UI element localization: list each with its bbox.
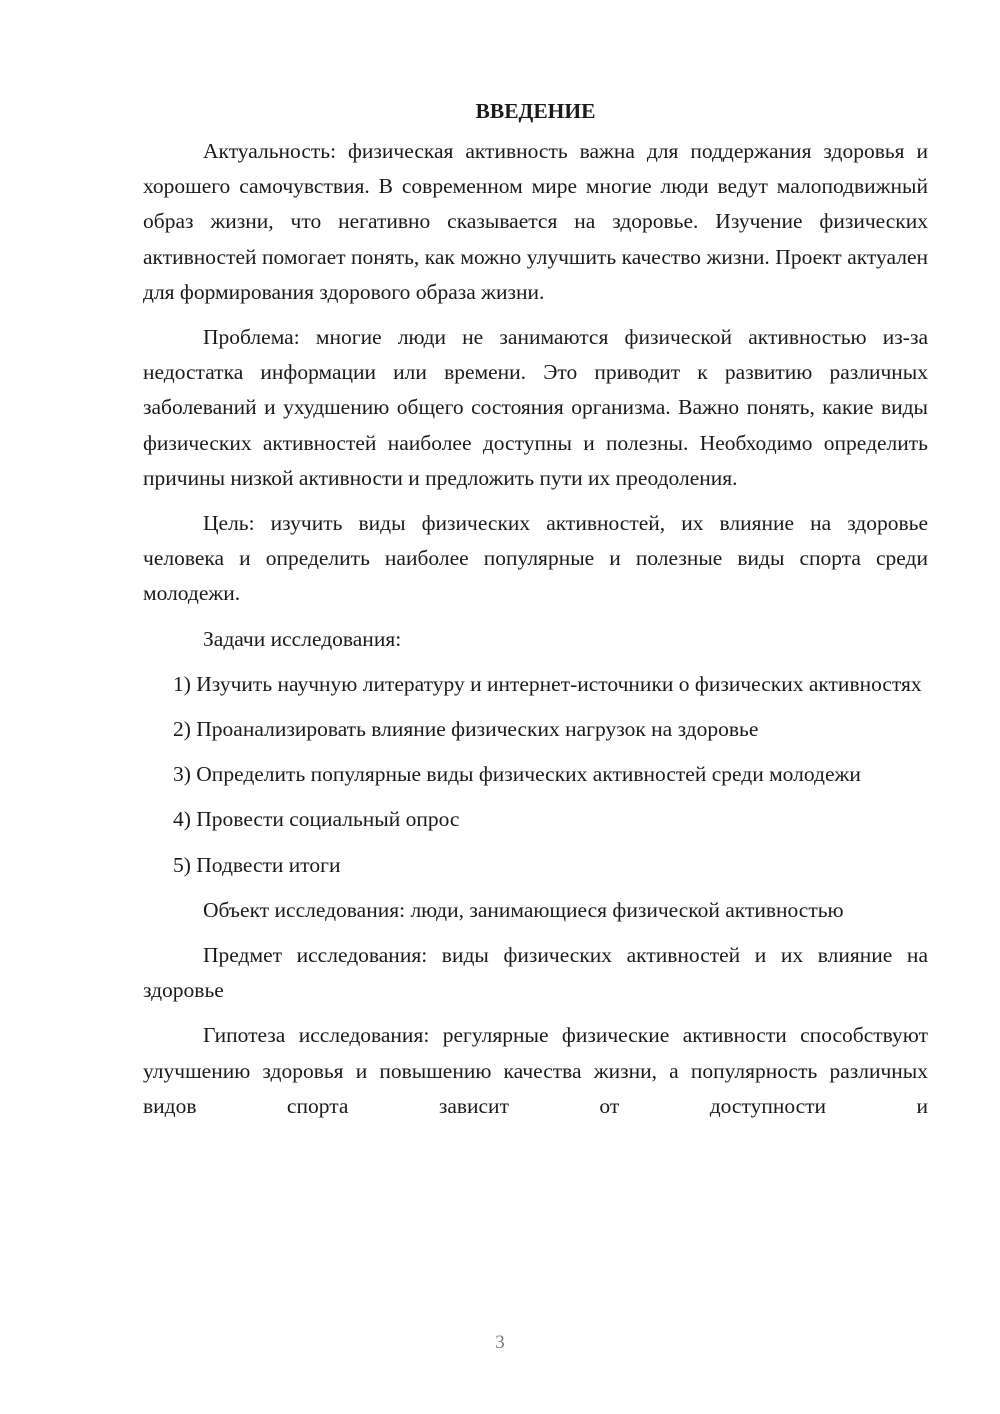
goal-paragraph: Цель: изучить виды физических активностей, их влияние на здоровье человека и определить наиболее популярные и полезные виды спорта среди молодежи. <box>143 511 928 606</box>
list-item: 2) Проанализировать влияние физических нагрузок на здоровье <box>173 717 759 742</box>
object-paragraph: Объект исследования: люди, занимающиеся физической активностью <box>203 897 844 922</box>
relevance-paragraph: Актуальность: физическая активность важна для поддержания здоровья и хорошего самочувствия. В современном мире многие люди ведут малоподвижный образ жизни, что негативно сказывается на здоровье. Изучение физических активностей помогает понять, как можно улучшить качество жизни. Проект актуален для формирования здорового образа жизни. <box>143 139 928 304</box>
tasks-list <box>143 667 928 883</box>
list-item: 4) Провести социальный опрос <box>173 807 460 832</box>
subject-paragraph: Предмет исследования: виды физических активностей и их влияние на здоровье <box>143 943 928 1003</box>
hypothesis-paragraph: Гипотеза исследования: регулярные физические активности способствуют улучшению здоровья и повышению качества жизни, а популярность различных видов спорта зависит от доступности и <box>143 1023 928 1118</box>
page-number: 3 <box>495 1332 505 1353</box>
document-page <box>143 92 928 1134</box>
list-item: 1) Изучить научную литературу и интернет-источники о физических активностях <box>173 671 922 696</box>
list-item: 3) Определить популярные виды физических активностей среди молодежи <box>173 762 861 787</box>
list-item: 5) Подвести итоги <box>173 852 341 877</box>
tasks-heading: Задачи исследования: <box>203 626 402 651</box>
problem-paragraph: Проблема: многие люди не занимаются физической активностью из-за недостатка информации или времени. Это приводит к развитию различных заболеваний и ухудшению общего состояния организма. Важно понять, какие виды физических активностей наиболее доступны и полезны. Необходимо определить причины низкой активности и предложить пути их преодоления. <box>143 325 928 490</box>
page-title: ВВЕДЕНИЕ <box>475 99 596 123</box>
